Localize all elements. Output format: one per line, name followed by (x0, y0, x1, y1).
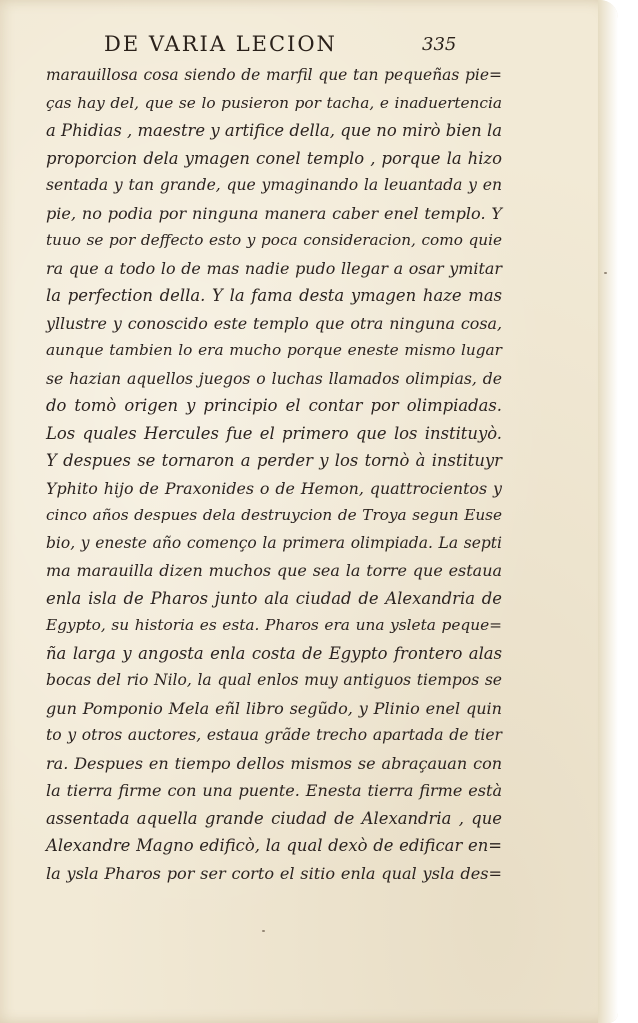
text-line: ças hay del, que se lo pusieron por tacha, e inaduertencia (46, 93, 502, 112)
text-line: cinco años despues dela destruycion de Troya segun Euse (46, 506, 502, 524)
paper-speck (262, 930, 265, 932)
text-line: la tierra firme con una puente. Enesta tierra firme està (46, 781, 502, 800)
text-line: Y despues se tornaron a perder y los tornò à instituyr (46, 451, 502, 470)
text-line: la perfection della. Y la fama desta ymagen haze mas (46, 286, 502, 305)
text-line: ra que a todo lo de mas nadie pudo llegar a osar ymitar (46, 258, 502, 278)
text-line: ma marauilla dizen muchos que sea la torre que estaua (46, 561, 502, 580)
page-header (100, 30, 500, 60)
text-line: proporcion dela ymagen conel templo , porque la hizo (46, 148, 502, 168)
text-line: bio, y eneste año començo la primera olimpiada. La septi (46, 533, 502, 552)
text-line: ña larga y angosta enla costa de Egypto frontero alas (46, 643, 502, 663)
text-line: to y otros auctores, estaua grãde trecho apartada de tier (46, 726, 502, 744)
text-line: sentada y tan grande, que ymaginando la leuantada y en (46, 176, 502, 194)
text-line: pie, no podia por ninguna manera caber enel templo. Y (46, 203, 502, 223)
text-line: Yphito hijo de Praxonides o de Hemon, quattrocientos y (46, 478, 502, 498)
text-line: se hazian aquellos juegos o luchas llamados olimpias, de (46, 368, 502, 388)
text-line: marauillosa cosa siendo de marfil que tan pequeñas pie= (46, 66, 502, 84)
text-line: assentada aquella grande ciudad de Alexandria , que (46, 808, 502, 828)
text-line: bocas del rio Nilo, la qual enlos muy antiguos tiempos se (46, 671, 502, 689)
running-title: DE VARIA LECION (104, 32, 337, 56)
text-line: aunque tambien lo era mucho porque eneste mismo lugar (46, 341, 502, 359)
page-number: 335 (422, 34, 457, 55)
page-edge (598, 0, 618, 1023)
text-line: gun Pomponio Mela eñl libro segũdo, y Plinio enel quin (46, 698, 502, 718)
text-line: Egypto, su historia es esta. Pharos era una ysleta peque= (46, 616, 502, 634)
text-line: Alexandre Magno edificò, la qual dexò de edificar en= (46, 836, 502, 855)
text-line: ra. Despues en tiempo dellos mismos se abraçauan con (46, 753, 502, 773)
text-line: do tomò origen y principio el contar por olimpiadas. (46, 396, 502, 415)
paper-speck (604, 272, 607, 274)
text-line: yllustre y conoscido este templo que otra ninguna cosa, (46, 313, 502, 333)
text-line: enla isla de Pharos junto ala ciudad de Alexandria de (46, 588, 502, 608)
text-line: tuuo se por deffecto esto y poca consideracion, como quie (46, 231, 502, 249)
text-line: a Phidias , maestre y artifice della, que no mirò bien la (46, 121, 502, 140)
text-line: la ysla Pharos por ser corto el sitio enla qual ysla des= (46, 863, 502, 883)
text-line: Los quales Hercules fue el primero que los instituyò. (46, 423, 502, 443)
body-text (46, 62, 502, 887)
